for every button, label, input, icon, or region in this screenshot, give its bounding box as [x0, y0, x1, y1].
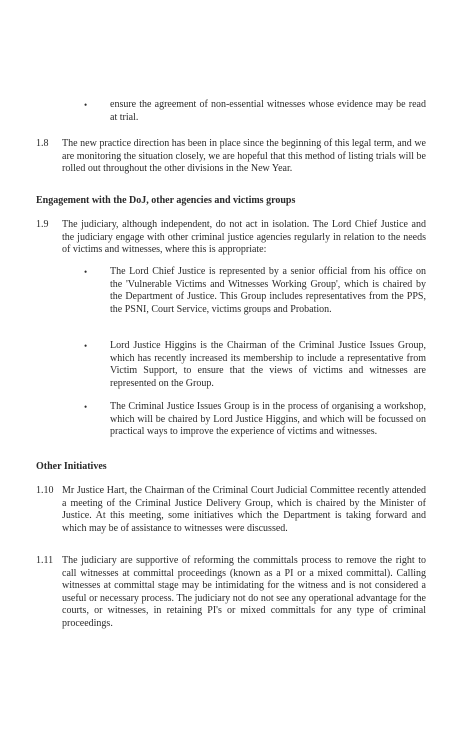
paragraph-number: 1.9 [36, 219, 49, 230]
paragraph-text: The judiciary, although independent, do not act in isolation. The Lord Chief Justice and the judiciary engage with other criminal justice agencies regularly in relation to the needs of victims and witnesses, where this is appropriate: [62, 219, 426, 255]
bullet-text: The Criminal Justice Issues Group is in the process of organising a workshop, which will be chaired by Lord Justice Higgins, and which will be focussed on practical ways to improve the experience of victims and witnesses. [110, 401, 426, 437]
paragraph-1-10 [36, 485, 426, 535]
bullet-marker: • [84, 341, 88, 351]
paragraph-number: 1.8 [36, 138, 49, 149]
bullet-marker: • [84, 100, 88, 110]
bullet-item-read-at-trial [84, 99, 426, 124]
section-heading-engagement: Engagement with the DoJ, other agencies and victims groups [36, 195, 296, 206]
bullet-marker: • [84, 402, 88, 412]
bullet-marker: • [84, 267, 88, 277]
bullet-item-lcj-representation [84, 266, 426, 316]
bullet-text: ensure the agreement of non-essential witnesses whose evidence may be read at trial. [110, 99, 426, 123]
bullet-item-workshop [84, 401, 426, 439]
bullet-text: The Lord Chief Justice is represented by a senior official from his office on the 'Vulnerable Victims and Witnesses Working Group', which is chaired by the Department of Justice. This Group includes representatives from the PPS, the PSNI, Court Service, victims groups and Probation. [110, 266, 426, 315]
paragraph-text: The new practice direction has been in place since the beginning of this legal term, and we are monitoring the situation closely, we are hopeful that this method of listing trials will be rolled out throughout the other divisions in the New Year. [62, 138, 426, 174]
section-heading-other-initiatives: Other Initiatives [36, 461, 107, 472]
paragraph-text: Mr Justice Hart, the Chairman of the Criminal Court Judicial Committee recently attended a meeting of the Criminal Justice Delivery Group, which is chaired by the Minister of Justice. At this meeting, some initiatives which the Department is taking forward and which may be of assistance to witnesses were discussed. [62, 485, 426, 534]
bullet-item-higgins-chairman [84, 340, 426, 390]
paragraph-text: The judiciary are supportive of reforming the committals process to remove the right to call witnesses at committal proceedings (known as a PI or a mixed committal). Calling witnesses at committal stage may be intimidating for the witness and is not considered a useful or necessary process. The judiciary not do not see any operational advantage for the courts, or witnesses, in retaining PI's or mixed committals for any type of criminal proceedings. [62, 555, 426, 629]
paragraph-number: 1.11 [36, 555, 54, 566]
paragraph-number: 1.10 [36, 485, 54, 496]
paragraph-1-8 [36, 138, 426, 176]
bullet-text: Lord Justice Higgins is the Chairman of the Criminal Justice Issues Group, which has recently increased its membership to include a representative from Victim Support, to ensure that the views of victims and witnesses are represented on the Group. [110, 340, 426, 389]
paragraph-1-9 [36, 219, 426, 257]
paragraph-1-11 [36, 555, 426, 630]
